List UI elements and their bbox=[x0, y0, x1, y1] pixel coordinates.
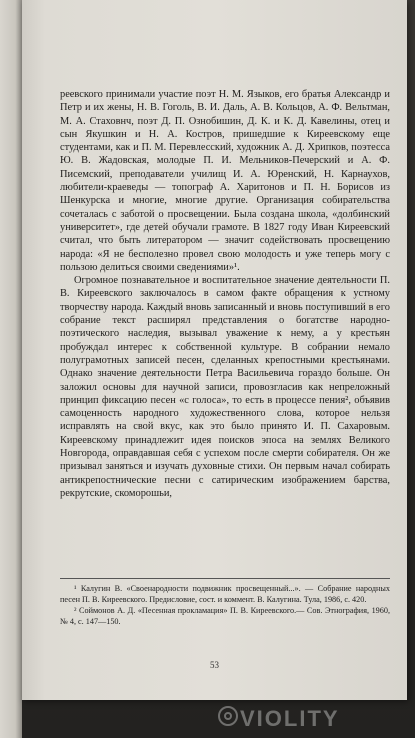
watermark-text: VIOLITY bbox=[240, 706, 340, 731]
body-text bbox=[60, 88, 390, 500]
footnotes bbox=[60, 578, 390, 628]
body-paragraph-2: Огромное познавательное и воспитательное значение деятельности П. В. Киреевского заключалось в самом факте обращения к устному творчеству народа. Каждый вновь записанный и вновь поступивший в его собрание текст расширял представления о богатстве народно-поэтического наследия, вызывал уважение к нему, а у крестьян пробуждал интерес к собственной культуре. В собрании немало полуграмотных записей песен, сделанных крепостными крестьянами. Однако значение деятельности Петра Васильевича гораздо больше. Он заложил основы для научной записи, провозгласив как непреложный принцип фиксацию песен «с голоса», то есть в процессе пения², объявив самоценность народного художественного слова, которое нельзя исправлять на свой вкус, как это было принято И. П. Сахаровым. Киреевскому принадлежит идея поисков эпоса на землях Великого Новгорода, оправдавшая себя с успехом после смерти собирателя. Он же призывал заняться и изучать духовные стихи. Он первым начал собирать антикрепостнические песни с сатирическим изображением барства, рекрутские, скоморошьи, bbox=[60, 275, 390, 499]
footnote-1: ¹ Калугин В. «Своенародности подвижник просвещенный...». — Собрание народных песен П. В. Киреевского. Предисловие, сост. и коммент. В. Калугина. Тула, 1986, с. 420. bbox=[60, 584, 390, 604]
page-number: 53 bbox=[210, 660, 219, 670]
book-page bbox=[22, 0, 407, 700]
body-paragraph-1: реевского принимали участие поэт Н. М. Языков, его братья Александр и Петр и их жены, Н. В. Гоголь, В. И. Даль, А. В. Кольцов, А. Ф. Вельтман, М. А. Стаховнч, поэт Д. П. Ознобишин, Д. К. и К. Д. Кавелины, отец и сын Якушкин и Н. А. Костров, пришедшие к Киреевскому еще студентами, как и П. М. Перевлесский, художник А. Д. Хрипков, поэтесса Ю. В. Жадовская, молодые П. И. Мельников-Печерский и А. Ф. Писемский, преподаватели училищ И. А. Юренский, Н. Карнаухов, любители-краеведы — топограф А. Харитонов и П. Н. Борисов из Шенкурска и многие, многие другие. Организация собирательства сочеталась с заботой о просвещении. Была создана школа, «долбинский университет», где детей обучали грамоте. В 1827 году Иван Киреевский считал, что быть литератором — значит содействовать просвещению народа: «Я не бесполезно провел свою молодость и уже теперь могу с пользою делиться своими сведениями»¹. bbox=[60, 89, 390, 273]
adjacent-page-edge bbox=[0, 0, 22, 738]
footnote-2: ² Соймонов А. Д. «Песенная прокламация» П. В. Киреевского.— Сов. Этнография, 1960, № 4, с. 147—150. bbox=[60, 606, 390, 626]
watermark-logo-icon bbox=[218, 706, 238, 726]
